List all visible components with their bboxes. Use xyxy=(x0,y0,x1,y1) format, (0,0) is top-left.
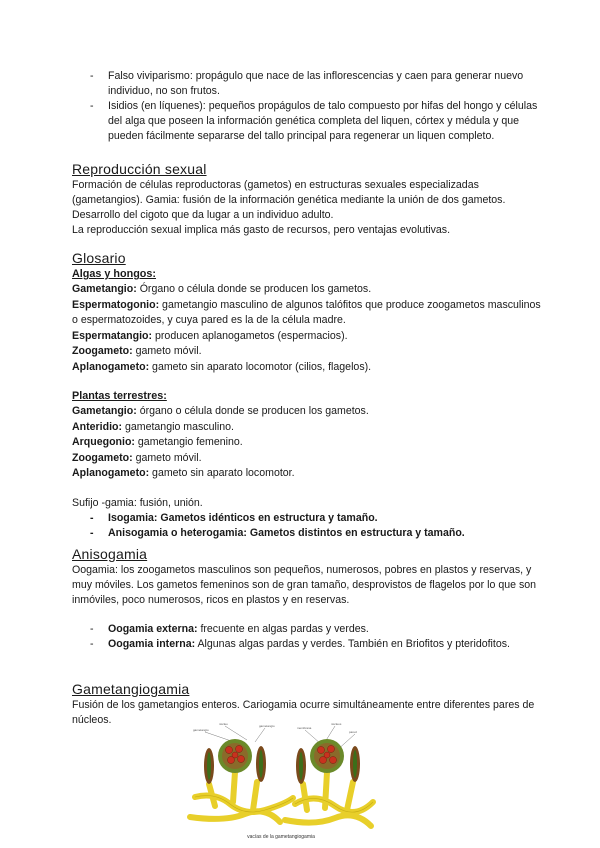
glossary-entry: Aplanogameto: gameto sin aparato locomotor (cilios, flagelos). xyxy=(72,360,372,373)
sufijo-list xyxy=(72,511,542,541)
gametangiogamia-illustration xyxy=(185,722,377,840)
glossary-entry: Zoogameto: gameto móvil. xyxy=(72,345,202,357)
oogamia-list xyxy=(72,622,542,652)
paragraph: Oogamia: los zoogametos masculinos son pequeños, numerosos, pobres en plastos y reservas, y muy móviles. Los gametos femeninos son de gran tamaño, desprovistos de flagelos por lo que son inmóviles, poco numerosos, ricos en plastos y en reservas. xyxy=(72,564,537,606)
list-item: - Oogamia interna: Algunas algas pardas y verdes. También en Briofitos y pteridofitos. xyxy=(90,638,510,650)
section-glosario xyxy=(72,249,542,541)
svg-text:núcleo: núcleo xyxy=(219,722,228,726)
svg-text:gametangio: gametangio xyxy=(193,728,209,732)
intro-list xyxy=(90,69,540,144)
glossary-entry: Arquegonio: gametangio femenino. xyxy=(72,436,243,448)
glossary-entry: Gametangio: Órgano o célula donde se producen los gametos. xyxy=(72,283,372,295)
glossary-entry: Anteridio: gametangio masculino. xyxy=(72,420,234,433)
list-item: - Oogamia externa: frecuente en algas pardas y verdes. xyxy=(90,623,369,635)
svg-text:gametangio: gametangio xyxy=(259,724,275,728)
glossary-entry: Zoogameto: gameto móvil. xyxy=(72,451,202,464)
list-item: - Anisogamia o heterogamia: Gametos distintos en estructura y tamaño. xyxy=(90,526,465,539)
list-item: - Falso viviparismo: propágulo que nace de las inflorescencias y caen para generar nuevo individuo, no son frutos. xyxy=(90,70,524,97)
paragraph: La reproducción sexual implica más gasto de recursos, pero ventajas evolutivas. xyxy=(72,224,451,236)
intro-list-block xyxy=(90,69,540,144)
paragraph: Fusión de los gametangios enteros. Cariogamia ocurre simultáneamente entre diferentes pares de núcleos. xyxy=(72,699,535,726)
glossary-entry: Aplanogameto: gameto sin aparato locomotor. xyxy=(72,467,295,479)
section-title: Anisogamia xyxy=(72,546,148,562)
glossary-entry: Espermatogonio: gametangio masculino de algunos talófitos que produce zoogametos masculinos o espermatozoides, y cuya pared es la de la célula madre. xyxy=(72,298,541,326)
section-title: Gametangiogamia xyxy=(72,681,190,697)
glossary-entry: Espermatangio: producen aplanogametos (espermacios). xyxy=(72,329,348,342)
section-gametangiogamia xyxy=(72,680,542,728)
list-item: - Isidios (en líquenes): pequeños propágulos de talo compuesto por hifas del hongo y células del alga que poseen la información genética completa del liquen, córtex y médula y que pueden fácilmente separarse del tallo principal para regenerar un liquen completo. xyxy=(90,100,538,142)
svg-text:pared: pared xyxy=(349,730,357,734)
figure-caption: vacías de la gametangiogamia xyxy=(247,834,315,840)
sufijo-line: Sufijo -gamia: fusión, unión. xyxy=(72,496,203,509)
svg-text:membrana: membrana xyxy=(297,726,312,730)
svg-text:núcleos: núcleos xyxy=(331,722,342,726)
paragraph: Formación de células reproductoras (gametos) en estructuras sexuales especializadas (gametangios). Gamia: fusión de la información genética mediante la unión de dos gametos. Desarrollo del cigoto que da lugar a un individuo adulto. xyxy=(72,179,506,221)
section-reproduccion-sexual xyxy=(72,160,542,238)
subsection-title: Algas y hongos: xyxy=(72,268,156,280)
subsection-title: Plantas terrestres: xyxy=(72,390,167,402)
glossary-entry: Gametangio: órgano o célula donde se producen los gametos. xyxy=(72,405,369,417)
section-title: Reproducción sexual xyxy=(72,161,207,177)
section-title: Glosario xyxy=(72,250,126,266)
section-anisogamia xyxy=(72,545,542,652)
gametangiogamia-figure xyxy=(185,722,377,840)
list-item: - Isogamia: Gametos idénticos en estructura y tamaño. xyxy=(90,511,378,524)
